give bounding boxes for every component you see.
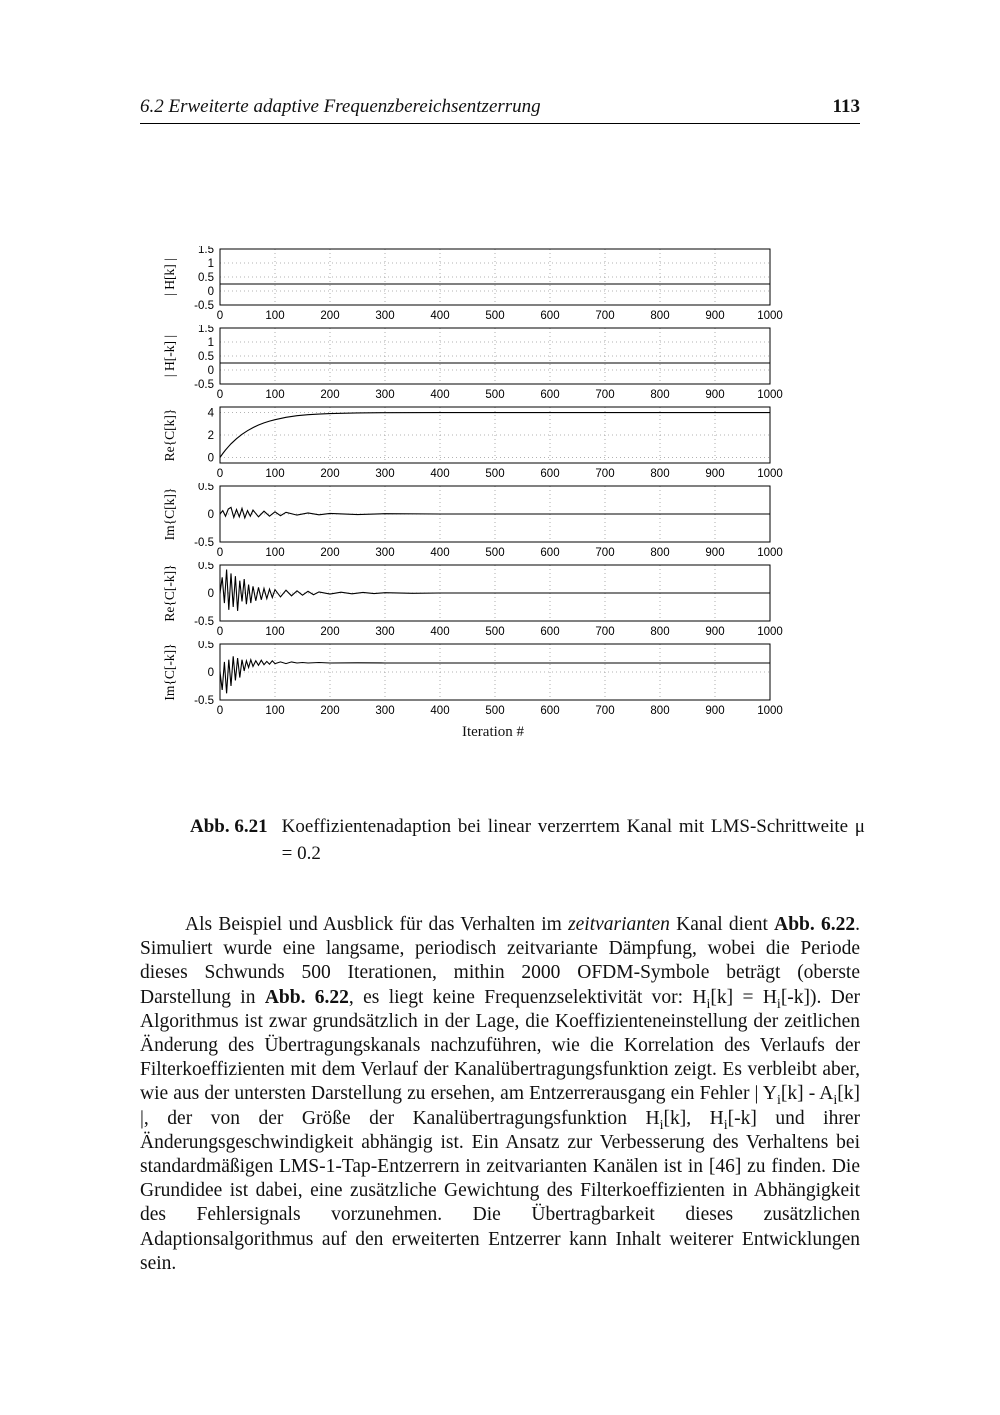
svg-text:800: 800 [650, 705, 670, 717]
svg-text:100: 100 [265, 310, 285, 322]
svg-text:| H[k] |: | H[k] | [162, 258, 177, 296]
svg-text:700: 700 [595, 626, 615, 638]
svg-text:900: 900 [705, 389, 725, 401]
svg-text:100: 100 [265, 705, 285, 717]
svg-text:400: 400 [430, 705, 450, 717]
svg-text:400: 400 [430, 310, 450, 322]
svg-text:1000: 1000 [757, 547, 783, 559]
svg-text:-0.5: -0.5 [194, 300, 214, 312]
svg-text:500: 500 [485, 389, 505, 401]
svg-text:900: 900 [705, 705, 725, 717]
svg-text:-0.5: -0.5 [194, 695, 214, 707]
svg-text:1000: 1000 [757, 705, 783, 717]
section-title: 6.2 Erweiterte adaptive Frequenzbereichsentzerrung [140, 96, 541, 117]
svg-text:500: 500 [485, 626, 505, 638]
svg-text:0.5: 0.5 [198, 562, 214, 572]
subplot-2 [158, 325, 798, 404]
svg-text:600: 600 [540, 626, 560, 638]
svg-text:Im{C[-k]}: Im{C[-k]} [162, 643, 177, 701]
svg-text:700: 700 [595, 705, 615, 717]
svg-text:400: 400 [430, 626, 450, 638]
svg-text:900: 900 [705, 626, 725, 638]
svg-text:1: 1 [207, 337, 214, 349]
svg-text:300: 300 [375, 310, 395, 322]
svg-text:0: 0 [207, 452, 214, 465]
svg-text:600: 600 [540, 468, 560, 480]
svg-text:500: 500 [485, 705, 505, 717]
svg-text:200: 200 [320, 310, 340, 322]
svg-text:800: 800 [650, 626, 670, 638]
svg-text:100: 100 [265, 626, 285, 638]
svg-text:Re{C[-k]}: Re{C[-k]} [162, 564, 177, 622]
svg-text:0: 0 [216, 626, 224, 638]
svg-text:400: 400 [430, 389, 450, 401]
svg-text:900: 900 [705, 468, 725, 480]
subplot-6 [158, 641, 798, 720]
svg-text:0: 0 [216, 468, 224, 480]
svg-text:900: 900 [705, 310, 725, 322]
svg-text:0: 0 [207, 667, 214, 679]
svg-text:800: 800 [650, 547, 670, 559]
svg-text:600: 600 [540, 310, 560, 322]
svg-text:0: 0 [216, 389, 224, 401]
svg-text:100: 100 [265, 468, 285, 480]
svg-text:0: 0 [216, 547, 224, 559]
svg-text:300: 300 [375, 626, 395, 638]
svg-text:0.5: 0.5 [198, 483, 214, 493]
svg-text:700: 700 [595, 310, 615, 322]
svg-text:600: 600 [540, 705, 560, 717]
svg-text:0.5: 0.5 [198, 272, 214, 284]
svg-text:300: 300 [375, 547, 395, 559]
svg-text:700: 700 [595, 468, 615, 480]
x-axis-label: Iteration # [461, 724, 525, 740]
svg-text:1000: 1000 [757, 468, 783, 480]
svg-text:200: 200 [320, 389, 340, 401]
svg-text:0.5: 0.5 [198, 351, 214, 363]
svg-text:1.5: 1.5 [198, 325, 214, 335]
svg-text:1.5: 1.5 [198, 246, 214, 256]
figure-plots [158, 246, 798, 720]
running-header [140, 96, 860, 124]
svg-text:-0.5: -0.5 [194, 537, 214, 549]
caption-label: Abb. 6.21 [190, 816, 268, 837]
svg-text:0: 0 [207, 509, 214, 521]
subplot-4 [158, 483, 798, 562]
figure-6-21 [158, 246, 798, 741]
svg-text:400: 400 [430, 468, 450, 480]
svg-text:200: 200 [320, 626, 340, 638]
svg-text:| H[-k] |: | H[-k] | [162, 334, 177, 378]
figure-caption [190, 813, 865, 867]
svg-text:2: 2 [207, 430, 214, 442]
svg-text:1000: 1000 [757, 310, 783, 322]
svg-text:Re{C[k]}: Re{C[k]} [162, 408, 177, 462]
svg-text:300: 300 [375, 705, 395, 717]
caption-text: Koeffizientenadaption bei linear verzerrtem Kanal mit LMS-Schrittweite μ = 0.2 [281, 816, 865, 864]
svg-text:0: 0 [207, 588, 214, 600]
svg-text:-0.5: -0.5 [194, 616, 214, 628]
svg-text:200: 200 [320, 468, 340, 480]
svg-text:1000: 1000 [757, 389, 783, 401]
svg-text:500: 500 [485, 468, 505, 480]
body-paragraph: Als Beispiel und Ausblick für das Verhalten im zeitvarianten Kanal dient Abb. 6.22. Simuliert wurde eine langsame, periodisch zeitvariante Dämpfung, wobei die Periode dieses Schwunds 500 Iterationen, mithin 2000 OFDM-Symbole beträgt (oberste Darstellung in Abb. 6.22, es liegt keine Frequenzselektivität vor: $H_i[k] = H_i[-k]$). Der Algorithmus ist zwar grundsätzlich in der Lage, die Koeffizienteneinstellung der zeitlichen Änderung des Übertragungskanals nachzuführen, wie die Korrelation des Verlaufs der Filterkoeffizienten mit dem Verlauf der Kanalübertragungsfunktion zeigt. Es verbleibt aber, wie aus der untersten Darstellung zu ersehen, am Entzerrerausgang ein Fehler | $Y_i[k] - A_i[k]$ |, der von der Größe der Kanalübertragungsfunktion $H_i[k]$, $H_i[-k]$ und ihrer Änderungsgeschwindigkeit abhängig ist. Ein Ansatz zur Verbesserung des Verhaltens bei standardmäßigen LMS-1-Tap-Entzerrern in zeitvarianten Kanälen ist in [46] zu finden. Die Grundidee ist dabei, eine zusätzliche Gewichtung des Filterkoeffizienten in Abhängigkeit des Fehlersignals vorzunehmen. Die Übertragbarkeit dieses zusätzlichen Adaptionsalgorithmus auf den erweiterten Entzerrer kann Inhalt weiterer Entwicklungen sein. [140, 914, 860, 1274]
svg-text:500: 500 [485, 547, 505, 559]
svg-text:800: 800 [650, 468, 670, 480]
svg-text:600: 600 [540, 389, 560, 401]
svg-text:1000: 1000 [757, 626, 783, 638]
svg-text:Im{C[k]}: Im{C[k]} [162, 487, 177, 541]
page-number: 113 [832, 96, 860, 117]
svg-text:200: 200 [320, 547, 340, 559]
svg-text:0: 0 [216, 310, 224, 322]
svg-text:1: 1 [207, 258, 214, 270]
svg-text:4: 4 [207, 407, 214, 420]
svg-text:100: 100 [265, 389, 285, 401]
svg-text:400: 400 [430, 547, 450, 559]
svg-text:700: 700 [595, 389, 615, 401]
svg-text:0: 0 [207, 365, 214, 377]
svg-text:300: 300 [375, 468, 395, 480]
svg-text:900: 900 [705, 547, 725, 559]
svg-text:800: 800 [650, 389, 670, 401]
svg-text:500: 500 [485, 310, 505, 322]
svg-text:-0.5: -0.5 [194, 379, 214, 391]
svg-text:100: 100 [265, 547, 285, 559]
subplot-1 [158, 246, 798, 325]
svg-text:0: 0 [207, 286, 214, 298]
subplot-5 [158, 562, 798, 641]
svg-text:700: 700 [595, 547, 615, 559]
svg-text:800: 800 [650, 310, 670, 322]
svg-text:300: 300 [375, 389, 395, 401]
svg-text:0: 0 [216, 705, 224, 717]
svg-text:200: 200 [320, 705, 340, 717]
svg-text:0.5: 0.5 [198, 641, 214, 651]
svg-text:600: 600 [540, 547, 560, 559]
subplot-3 [158, 404, 798, 483]
